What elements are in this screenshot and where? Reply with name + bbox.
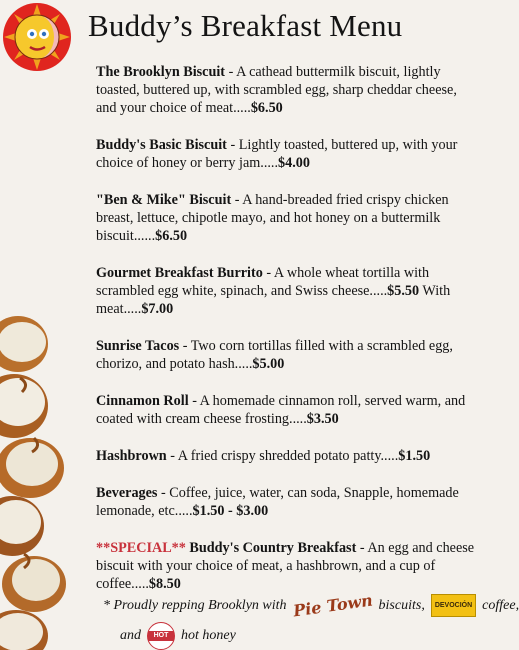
menu-item-hashbrown: [96, 447, 476, 465]
item-description: - Two corn tortillas filled with a scrambled egg, chorizo, and potato hash.....: [96, 338, 453, 372]
menu-item-sunrise-tacos: [96, 337, 476, 373]
footer-text: * Proudly repping Brooklyn with: [103, 597, 287, 613]
item-price: $4.00: [278, 155, 310, 171]
cinnamon-roll-image: [0, 318, 66, 649]
footer-text: biscuits,: [378, 597, 425, 613]
item-description: - An egg and cheese biscuit with your choice of meat, a hashbrown, and a cup of coffee.....: [96, 540, 475, 592]
item-price: $3.50: [306, 411, 339, 427]
menu-item-special: [96, 539, 476, 593]
menu-item-ben-mike-biscuit: [96, 191, 476, 245]
item-price: $5.00: [252, 356, 285, 372]
menu-item-breakfast-burrito: [96, 264, 476, 318]
item-name: Buddy's Basic Biscuit: [96, 137, 227, 153]
devocion-logo: DEVOCIÓN: [431, 594, 476, 617]
item-name: Sunrise Tacos: [96, 338, 180, 354]
menu-item-cinnamon-roll: [96, 392, 476, 428]
item-description: - Lightly toasted, buttered up, with your choice of honey or berry jam.....: [96, 137, 458, 171]
footer-text: and: [120, 628, 141, 643]
item-description: - A homemade cinnamon roll, served warm, and coated with cream cheese frosting.....: [96, 393, 466, 427]
page-title: Buddy’s Breakfast Menu: [88, 8, 403, 43]
item-price: $8.50: [148, 576, 181, 592]
item-extra: With meat.....: [96, 283, 451, 317]
mikes-hot-honey-logo: HOT: [147, 622, 175, 650]
special-tag: **SPECIAL**: [96, 540, 186, 556]
item-name: The Brooklyn Biscuit: [96, 64, 226, 80]
item-price: $5.50: [387, 283, 420, 299]
pie-town-logo: Pie Town: [291, 590, 374, 620]
item-name: Hashbrown: [96, 448, 167, 464]
menu-list: [96, 63, 476, 612]
item-description: - A fried crispy shredded potato patty.....: [166, 448, 399, 464]
item-description: - Coffee, juice, water, can soda, Snapple, homemade lemonade, etc.....: [96, 485, 459, 519]
footer-line-1: [103, 590, 519, 620]
item-description: - A cathead buttermilk biscuit, lightly toasted, buttered up, with scrambled egg, sharp cheddar cheese, and your choice of meat.....: [96, 64, 457, 116]
item-price: $6.50: [250, 100, 283, 116]
item-name: "Ben & Mike" Biscuit: [96, 192, 232, 208]
menu-item-basic-biscuit: [96, 136, 476, 172]
item-name: Cinnamon Roll: [96, 393, 189, 409]
footer-line-2: [120, 622, 236, 650]
item-extra-price: $7.00: [141, 301, 174, 317]
menu-item-brooklyn-biscuit: [96, 63, 476, 117]
footer-text: coffee,: [482, 597, 519, 613]
item-price: $1.50: [398, 448, 431, 464]
item-description: - A whole wheat tortilla with scrambled egg white, spinach, and Swiss cheese.....: [96, 265, 430, 299]
item-name: Buddy's Country Breakfast: [185, 540, 357, 556]
item-description: - A hand-breaded fried crispy chicken breast, lettuce, chipotle mayo, and hot honey on a buttermilk biscuit......: [96, 192, 449, 244]
footer-text: hot honey: [181, 628, 236, 643]
item-price: $1.50 - $3.00: [192, 503, 269, 519]
item-name: Beverages: [96, 485, 158, 501]
item-name: Gourmet Breakfast Burrito: [96, 265, 263, 281]
menu-item-beverages: [96, 484, 476, 520]
sun-moon-face-icon: [2, 2, 72, 72]
item-price: $6.50: [155, 228, 188, 244]
